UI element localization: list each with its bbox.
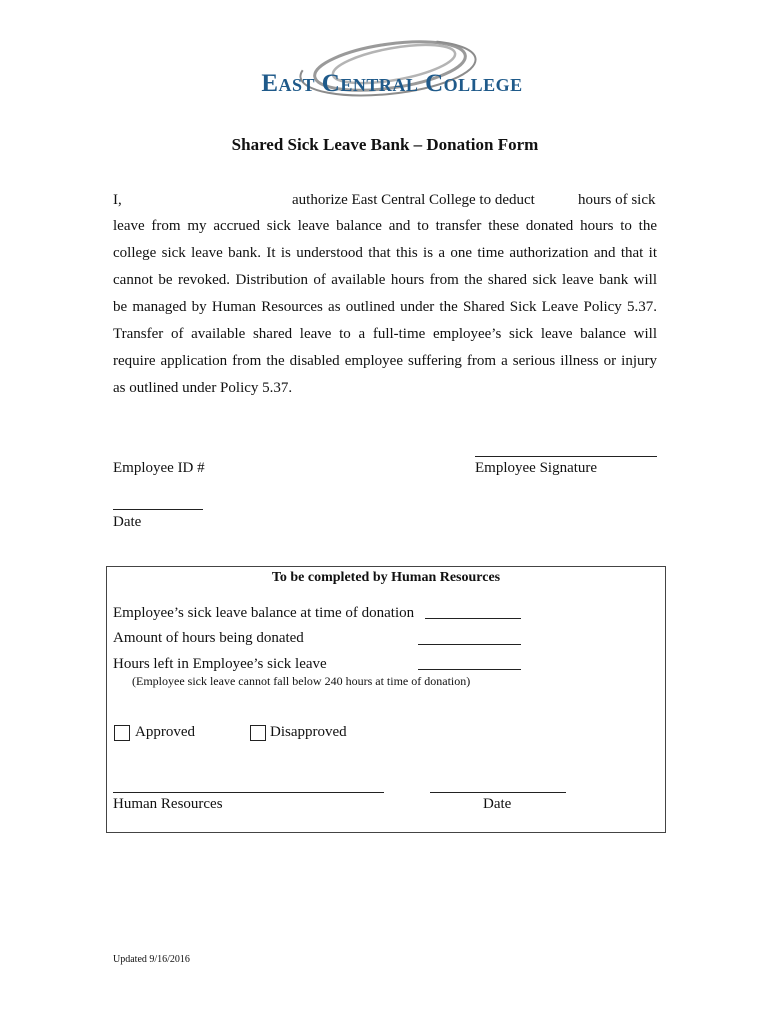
minimum-note: (Employee sick leave cannot fall below 240 hours at time of donation) xyxy=(132,674,471,688)
hr-signature-line[interactable] xyxy=(113,792,384,793)
updated-date: Updated 9/16/2016 xyxy=(113,954,190,965)
employee-signature-line[interactable] xyxy=(475,456,657,457)
paragraph-line: leave from my accrued sick leave balance and to transfer these donated hours to the xyxy=(113,218,657,234)
auth-middle: authorize East Central College to deduct xyxy=(292,192,535,208)
paragraph-line: require application from the disabled employee suffering from a serious illness or injury xyxy=(113,353,657,369)
paragraph-line: college sick leave bank. It is understood that this is a one time authorization and that it xyxy=(113,245,657,261)
disapproved-label: Disapproved xyxy=(270,724,347,740)
hr-date-label: Date xyxy=(483,796,512,812)
hr-section-heading: To be completed by Human Resources xyxy=(271,570,501,585)
approved-label: Approved xyxy=(135,724,195,740)
employee-signature-label: Employee Signature xyxy=(475,460,598,476)
disapproved-checkbox[interactable] xyxy=(250,725,266,741)
paragraph-line: be managed by Human Resources as outlined under the Shared Sick Leave Policy 5.37. xyxy=(113,299,657,315)
hours-left-label: Hours left in Employee’s sick leave xyxy=(113,656,327,672)
hr-signature-label: Human Resources xyxy=(113,796,223,812)
paragraph-line: Transfer of available shared leave to a full-time employee’s sick leave balance will xyxy=(113,326,657,342)
hr-date-line[interactable] xyxy=(430,792,566,793)
form-title: Shared Sick Leave Bank – Donation Form xyxy=(231,135,539,154)
date-line[interactable] xyxy=(113,509,203,510)
college-logo xyxy=(220,30,560,110)
employee-id-label: Employee ID # xyxy=(113,460,205,476)
paragraph-line: cannot be revoked. Distribution of available hours from the shared sick leave bank will xyxy=(113,272,657,288)
auth-prefix: I, xyxy=(113,192,122,208)
hours-left-field[interactable] xyxy=(418,669,521,670)
college-logo-text: East Central College xyxy=(261,70,523,97)
date-label: Date xyxy=(113,514,142,530)
donated-field[interactable] xyxy=(418,644,521,645)
balance-field[interactable] xyxy=(425,618,521,619)
donated-label: Amount of hours being donated xyxy=(113,630,304,646)
paragraph-last-line: as outlined under Policy 5.37. xyxy=(113,380,293,396)
balance-label: Employee’s sick leave balance at time of donation xyxy=(113,605,415,621)
auth-suffix: hours of sick xyxy=(578,192,656,208)
approved-checkbox[interactable] xyxy=(114,725,130,741)
